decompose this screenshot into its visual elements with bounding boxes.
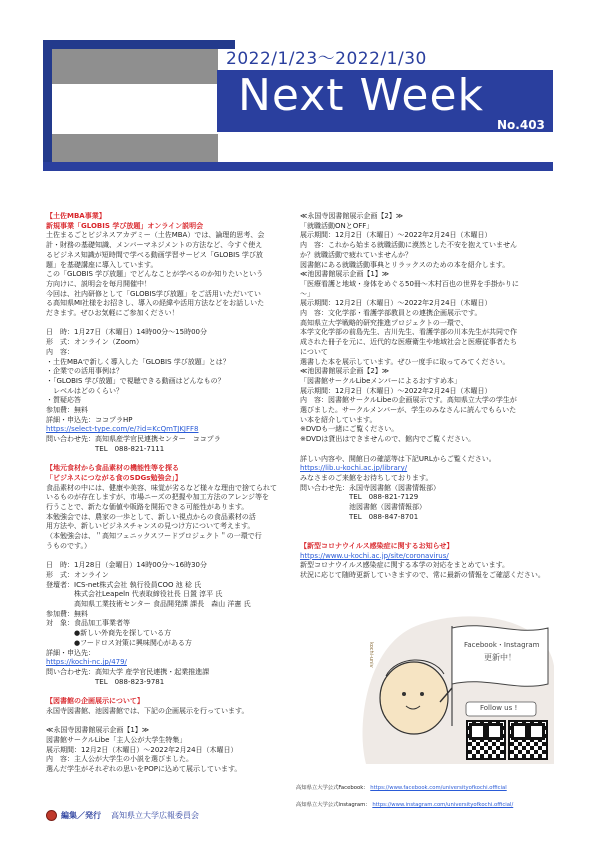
section-heading: 【図書館の企画展示について】	[46, 697, 144, 706]
section-heading: 【新型コロナウイルス感染症に関するお知らせ】	[300, 541, 454, 550]
text-line: 参加費：無料	[46, 406, 88, 415]
text-line: 本学文化学部の前島先生、吉川先生、看護学部の川本先生が共同で作	[300, 328, 517, 337]
text-line: 内 容：文化学部・看護学部教員との連携企画展示です。	[300, 309, 482, 318]
text-line: 図書館サークルLibe「主人公が大学生特集」	[46, 735, 187, 744]
page-title: Next Week	[238, 70, 485, 121]
text-line: 日 時：1月28日（金曜日）14時00分～16時30分	[46, 561, 207, 570]
date-range: 2022/1/23～2022/1/30	[226, 49, 427, 69]
text-line: ≪永国寺図書館展示企画【1】≫	[46, 726, 150, 735]
text-line: 新型コロナウイルス感染症に関する本学の対応をまとめています。	[300, 561, 510, 570]
text-line: 図書館にある就職活動事典とリラックスのための本を紹介します。	[300, 260, 510, 269]
text-line: だきます。ぜひお気軽にご参加ください！	[46, 309, 179, 318]
text-line: TEL 088-821-7111	[46, 444, 165, 453]
text-line: か？就職活動で疲れていませんか？	[300, 250, 412, 259]
header-top-bar	[43, 40, 235, 49]
section-heading: 「ビジネスにつながる食のSDGs勉強会」】	[46, 473, 182, 482]
spacer	[46, 319, 298, 329]
text-line: 内 容：図書館サークルLibeの企画展示です。高知県立大学の学生が	[300, 396, 517, 405]
text-line: 選書した本を展示しています。ぜひ一度手に取ってみてください。	[300, 357, 510, 366]
text-line: 問い合わせ先：永国寺図書館（図書情報部）	[300, 483, 440, 492]
text-line: ・質疑応答	[46, 396, 81, 405]
follow-us-label: Follow us !	[480, 704, 518, 712]
text-line: 登壇者：ICS-net株式会社 執行役員COO 池 稔 氏	[46, 580, 202, 589]
text-line: （本勉強会は、＂高知フェニックスフードプロジェクト＂の一環で行	[46, 532, 262, 541]
text-line: TEL 088-821-7129	[300, 493, 419, 502]
url-link[interactable]: https://kochi-nc.jp/479/	[46, 658, 127, 667]
text-line: 今回は、社内研修として「GLOBIS学び放題」をご活用いただいてい	[46, 289, 261, 298]
text-line: るビジネス知識が短時間で学べる動画学習サービス「GLOBIS 学び放	[46, 250, 263, 259]
text-line: 展示期間：12月2日（木曜日）～2022年2月24日（木曜日）	[300, 386, 492, 395]
text-line: 展示期間：12月2日（木曜日）～2022年2月24日（木曜日）	[300, 231, 492, 240]
spacer	[46, 455, 298, 465]
spacer	[300, 445, 553, 455]
instagram-label: 高知県立大学公式Instagram：	[296, 802, 371, 808]
text-line: 高知県工業技術センター 食品開発課 課長 森山 洋憲 氏	[46, 600, 251, 609]
text-line: ≪池図書館展示企画【1】≫	[300, 270, 390, 279]
text-line: 内 容：	[46, 347, 74, 356]
text-line: ・企業での活用事例は？	[46, 367, 123, 376]
footer	[46, 810, 199, 821]
text-line: 展示期間：12月2日（木曜日）～2022年2月24日（木曜日）	[46, 745, 238, 754]
text-line: ●フードロス対策に興味関心がある方	[46, 638, 192, 647]
text-line: 形 式：オンライン（Zoom）	[46, 338, 143, 347]
left-column	[46, 212, 298, 775]
flag-line1: Facebook・Instagram	[464, 641, 540, 649]
text-line: 「就職活動ONとOFF」	[300, 221, 374, 230]
text-line: 選びました。サークルメンバーが、学生のみなさんに読んでもらいた	[300, 406, 517, 415]
facebook-qr-code[interactable]	[466, 720, 506, 760]
text-line: 食品素材の中には、健康や美容、味覚が劣るなど様々な理由で捨てられて	[46, 483, 277, 492]
text-line: 詳細・申込先：	[46, 648, 95, 657]
text-line: ・土佐MBAで新しく導入した「GLOBIS 学び放題」とは？	[46, 357, 230, 366]
section-heading: 新規事業「GLOBIS 学び放題」オンライン説明会	[46, 221, 204, 230]
text-line: 行うことで、新たな価値や販路を開拓できる可能性があります。	[46, 503, 249, 512]
header-bottom-bar	[43, 162, 553, 171]
url-link[interactable]: https://lib.u-kochi.ac.jp/library/	[300, 464, 408, 473]
text-line: ※DVDは貸出はできませんので、館内でご覧ください。	[300, 435, 476, 444]
text-line: 内 容：主人公が大学生の小説を選びました。	[46, 755, 193, 764]
text-line: 状況に応じて随時更新していきますので、常に最新の情報をご確認ください。	[300, 570, 545, 579]
spacer	[300, 522, 553, 532]
url-link[interactable]: https://www.u-kochi.ac.jp/site/coronavirus/	[300, 551, 449, 560]
spacer	[46, 552, 298, 562]
instagram-link[interactable]: https://www.instagram.com/universityofkochi.official/	[372, 802, 514, 808]
text-line: る高知県MI社様をお招きし、導入の経緯や活用方法などをお話しいた	[46, 299, 265, 308]
text-line: 選んだ学生がそれぞれの思いをPOPに込めて展示しています。	[46, 765, 242, 773]
text-line: 本勉強会では、農家の一歩として、新しい視点からの食品素材の活	[46, 512, 256, 521]
spacer	[300, 532, 553, 542]
text-line: 参加費：無料	[46, 609, 88, 618]
spacer	[46, 717, 298, 727]
text-line: 対 象：食品加工事業者等	[46, 619, 130, 628]
text-line: ≪池図書館展示企画【2】≫	[300, 367, 390, 376]
text-line: 池図書館（図書情報部）	[300, 503, 426, 512]
text-line: 問い合わせ先：高知大学 産学官民連携・起業推進課	[46, 668, 210, 676]
footer-label: 編集／発行	[61, 811, 101, 820]
university-logo-icon	[46, 810, 57, 821]
header-white-band	[52, 84, 242, 134]
text-line: レベルはどのくらい？	[46, 386, 123, 395]
section-heading: 【地元食材から食品素材の機能性等を探る	[46, 464, 179, 473]
text-line: ●新しい外商先を探している方	[46, 629, 172, 638]
footer-org: 高知県立大学広報委員会	[111, 811, 199, 820]
text-line: 方向けに、説明会を毎月開催中！	[46, 279, 151, 288]
text-line: 用方法や、新しいビジネスチャンスの見つけ方について考えます。	[46, 522, 255, 531]
instagram-qr-code[interactable]	[508, 720, 548, 760]
text-line: 株式会社Leapeln 代表取締役社長 日置 淳平 氏	[46, 590, 223, 599]
text-line: 日 時：1月27日（木曜日）14時00分～15時00分	[46, 328, 207, 337]
spacer	[46, 687, 298, 697]
text-line: TEL 088-847-8701	[300, 512, 419, 521]
instagram-line	[296, 800, 513, 808]
facebook-label: 高知県立大学公式Facebook：	[296, 785, 369, 791]
text-line: ～」	[300, 289, 314, 298]
text-line: 計・財務の基礎知識、メンバーマネジメントの方法など、今すぐ使え	[46, 241, 263, 250]
issue-number: No.403	[497, 118, 545, 132]
text-line: TEL 088-823-9781	[46, 677, 165, 686]
vertical-text: kochi-univ	[368, 642, 374, 668]
text-line: ≪永国寺図書館展示企画【2】≫	[300, 212, 404, 220]
text-line: 成された冊子を元に、近代的な医療衛生や地域社会と医療従事者たち	[300, 338, 517, 347]
text-line: いるものが存在しますが、市場ニーズの把握や加工方法のアレンジ等を	[46, 493, 270, 502]
header-left-strip	[43, 40, 52, 170]
sns-illustration	[356, 606, 556, 766]
text-line: 題」を基礎講座に導入しています。	[46, 260, 158, 269]
text-line: 「図書館サークルLibeメンバーによるおすすめ本」	[300, 376, 461, 385]
text-line: について	[300, 347, 328, 356]
text-line: この「GLOBIS 学び放題」でどんなことが学べるのか知りたいという	[46, 270, 264, 279]
text-line: 展示期間：12月2日（木曜日）～2022年2月24日（木曜日）	[300, 299, 492, 308]
text-line: みなさまのご来館をお待ちしております。	[300, 473, 433, 482]
text-line: 詳細・申込先：ココプラHP	[46, 415, 133, 424]
text-line: い本を紹介しています。	[300, 415, 377, 424]
right-column	[300, 212, 553, 581]
text-line: 詳しい内容や、開館日の確認等は下記URLからご覧ください。	[300, 454, 496, 463]
text-line: うものです。）	[46, 541, 91, 550]
facebook-link[interactable]: https://www.facebook.com/universityofkochi.official	[370, 785, 507, 791]
facebook-line	[296, 783, 507, 791]
text-line: 問い合わせ先：高知県産学官民連携センター ココプラ	[46, 435, 221, 444]
text-line: ※DVDも一緒にご覧ください。	[300, 425, 399, 434]
text-line: 土佐まるごとビジネスアカデミー（土佐MBA）では、論理的思考、会	[46, 231, 265, 240]
url-link[interactable]: https://select-type.com/e/?id=KcQmTJKJFF8	[46, 425, 199, 434]
text-line: 「医療看護と地域・身体をめぐる50冊～木村百也の世界を手掛かりに	[300, 279, 519, 288]
text-line: 高知県立大学戦略的研究推進プロジェクトの一環で、	[300, 318, 468, 327]
text-line: 形 式：オンライン	[46, 570, 109, 579]
text-line: ・「GLOBIS 学び放題」で視聴できる動画はどんなもの？	[46, 376, 225, 385]
section-heading: 【土佐MBA事業】	[46, 212, 106, 220]
text-line: 永国寺図書館、池図書館では、下記の企画展示を行っています。	[46, 706, 249, 715]
text-line: 内 容：これから始まる就職活動に漠然とした不安を抱えていません	[300, 241, 517, 250]
flag-line2: 更新中！	[484, 653, 516, 662]
